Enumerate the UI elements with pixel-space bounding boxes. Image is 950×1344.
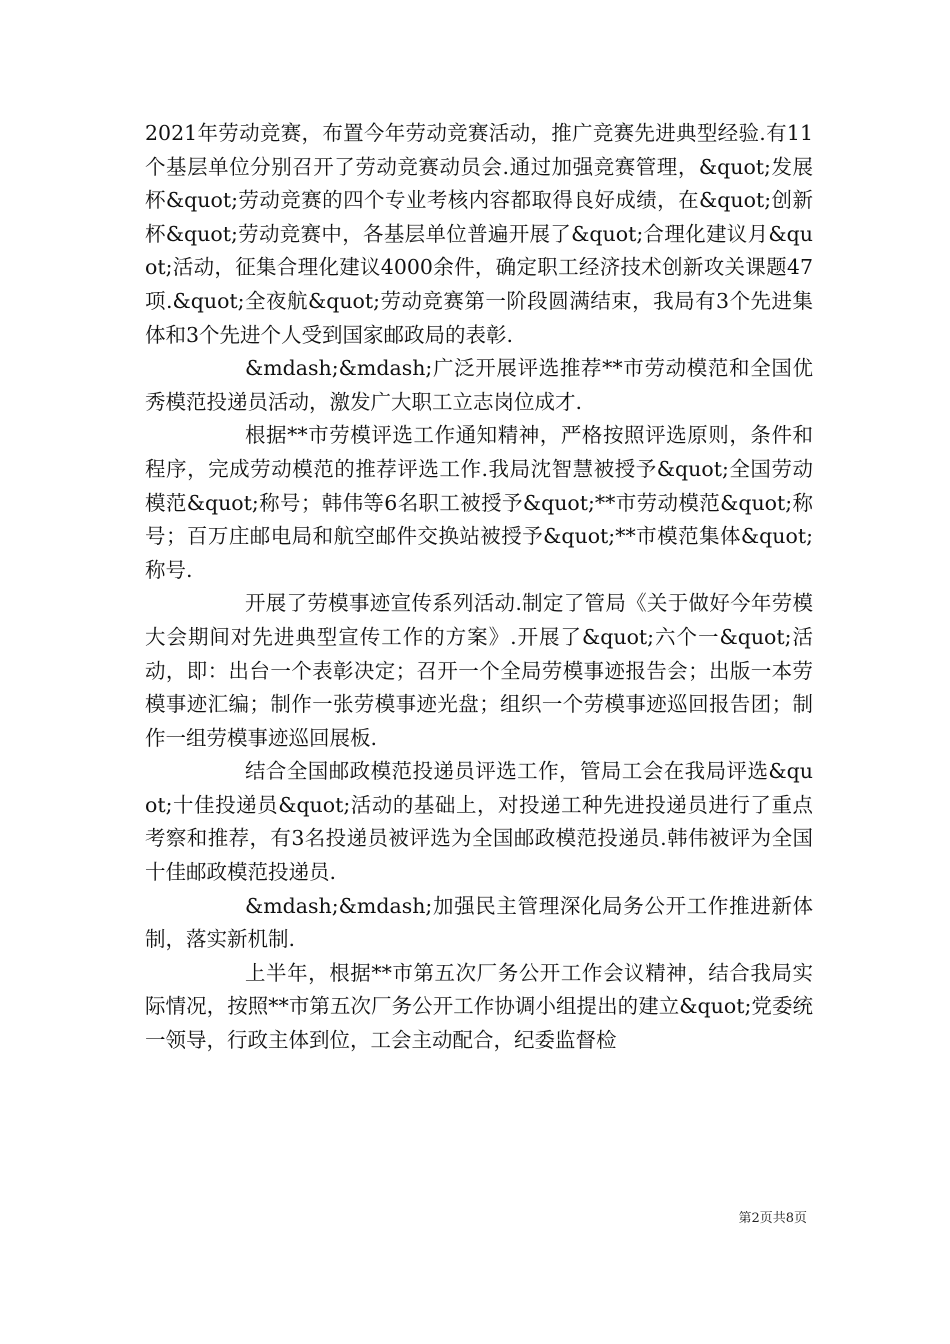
paragraph-5: 结合全国邮政模范投递员评选工作，管局工会在我局评选&quot;十佳投递员&quot;活动的基础上，对投递工种先进投递员进行了重点考察和推荐，有3名投递员被评选为全国邮政模范投递员.韩伟被评为全国十佳邮政模范投递员. bbox=[145, 759, 813, 885]
paragraph-3: 根据**市劳模评选工作通知精神，严格按照评选原则，条件和程序，完成劳动模范的推荐评选工作.我局沈智慧被授予&quot;全国劳动模范&quot;称号；韩伟等6名职工被授予&quot;**市劳动模范&quot;称号；百万庄邮电局和航空邮件交换站被授予&quot;**市模范集体&quot;称号. bbox=[145, 423, 813, 582]
paragraph-2: &mdash;&mdash;广泛开展评选推荐**市劳动模范和全国优秀模范投递员活动，激发广大职工立志岗位成才. bbox=[145, 356, 813, 414]
document-body bbox=[145, 117, 813, 1058]
paragraph-4: 开展了劳模事迹宣传系列活动.制定了管局《关于做好今年劳模大会期间对先进典型宣传工作的方案》.开展了&quot;六个一&quot;活动，即：出台一个表彰决定；召开一个全局劳模事迹报告会；出版一本劳模事迹汇编；制作一张劳模事迹光盘；组织一个劳模事迹巡回报告团；制作一组劳模事迹巡回展板. bbox=[145, 591, 813, 750]
paragraph-1: 2021年劳动竞赛，布置今年劳动竞赛活动，推广竞赛先进典型经验.有11个基层单位分别召开了劳动竞赛动员会.通过加强竞赛管理，&quot;发展杯&quot;劳动竞赛的四个专业考核内容都取得良好成绩，在&quot;创新杯&quot;劳动竞赛中，各基层单位普遍开展了&quot;合理化建议月&quot;活动，征集合理化建议4000余件，确定职工经济技术创新攻关课题47项.&quot;全夜航&quot;劳动竞赛第一阶段圆满结束，我局有3个先进集体和3个先进个人受到国家邮政局的表彰. bbox=[145, 121, 813, 347]
page-number-footer: 第2页共8页 bbox=[738, 1211, 807, 1226]
paragraph-7: 上半年，根据**市第五次厂务公开工作会议精神，结合我局实际情况，按照**市第五次厂务公开工作协调小组提出的建立&quot;党委统一领导，行政主体到位，工会主动配合，纪委监督检 bbox=[145, 960, 813, 1053]
paragraph-6: &mdash;&mdash;加强民主管理深化局务公开工作推进新体制，落实新机制. bbox=[145, 893, 813, 952]
